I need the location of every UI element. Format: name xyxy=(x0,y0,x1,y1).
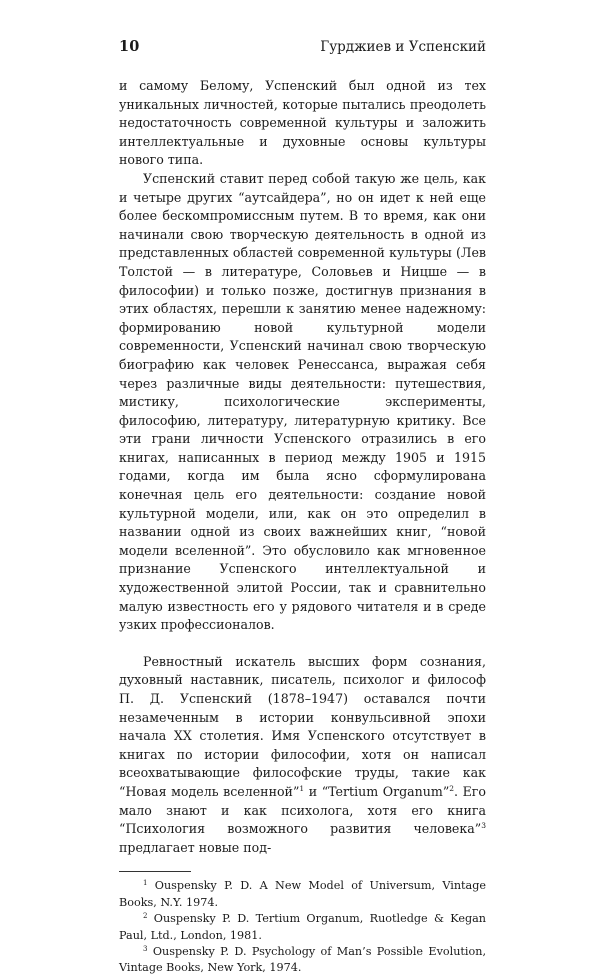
paragraph-3-text-a: Ревностный искатель высших форм сознания, духовный наставник, писатель, психолог и философ П. Д. Успенский (1878–1947) оставался почти незамеченным в истории конвульсивной эпохи начала XX столетия. Имя Успенского отсутствует в книгах по истории философии, хотя он написал всеохватывающие философские труды, такие как “Новая модель вселенной” xyxy=(119,653,486,799)
paragraph-3-text-c: . Его мало знают и как психолога, хотя его книга “Психология возможного развития человека” xyxy=(119,783,486,837)
paragraph-2: Успенский ставит перед собой такую же цель, как и четыре других “аутсайдера”, но он идет к ней еще более бескомпромиссным путем. В то время, как они начинали свою творческую деятельность в одной из представленных областей современной культуры (Лев Толстой — в литературе, Соловьев и Ницше — в философии) и только позже, достигнув признания в этих областях, перешли к занятию менее надежному: формированию новой культурной модели современности, Успенский начинал свою творческую биографию как человек Ренессанса, выражая себя через различные виды деятельности: путешествия, мистику, психологические эксперименты, философию, литературу, литературную критику. Все эти грани личности Успенского отразились в его книгах, написанных в период между 1905 и 1915 годами, когда им была ясно сформулирована конечная цель его деятельности: создание новой культурной модели, или, как он это определил в названии одной из своих важнейших книг, “новой модели вселенной”. Это обусловило как мгновенное признание Успенского интеллектуальной и художественной элитой России, так и сравнительно малую известность его у рядового читателя и в среде узких профессионалов. xyxy=(119,170,486,633)
book-page xyxy=(119,38,486,977)
footnote-3-number: 3 xyxy=(143,944,148,953)
footnote-2-number: 2 xyxy=(143,912,148,921)
book-title: Гурджиев и Успенский xyxy=(320,39,486,55)
paragraph-3-text-b: и “Tertium Organum” xyxy=(304,783,450,799)
footnote-ref-3: 3 xyxy=(481,821,486,831)
footnote-1 xyxy=(119,878,486,911)
paragraph-3-text-d: предлагает новые под- xyxy=(119,839,272,855)
footnote-2-text: Ouspensky P. D. Tertium Organum, Ruotledge & Kegan Paul, Ltd., London, 1981. xyxy=(119,912,486,942)
paragraph-1: и самому Белому, Успенский был одной из тех уникальных личностей, которые пытались преодолеть недостаточность современной культуры и заложить интеллектуальные и духовные основы культуры нового типа. xyxy=(119,78,486,168)
footnote-ref-1: 1 xyxy=(299,783,305,793)
footnote-1-text: Ouspensky P. D. A New Model of Universum, Vintage Books, N.Y. 1974. xyxy=(119,879,486,909)
footnote-3 xyxy=(119,944,486,977)
footnote-1-number: 1 xyxy=(143,879,148,888)
paragraph-3 xyxy=(119,653,486,858)
footnote-divider xyxy=(119,871,191,872)
footnote-2 xyxy=(119,911,486,944)
footnote-3-text: Ouspensky P. D. Psychology of Man’s Possible Evolution, Vintage Books, New York, 1974. xyxy=(119,944,486,975)
page-number: 10 xyxy=(119,38,140,55)
running-head xyxy=(119,38,486,60)
footnote-ref-2: 2 xyxy=(449,783,455,793)
